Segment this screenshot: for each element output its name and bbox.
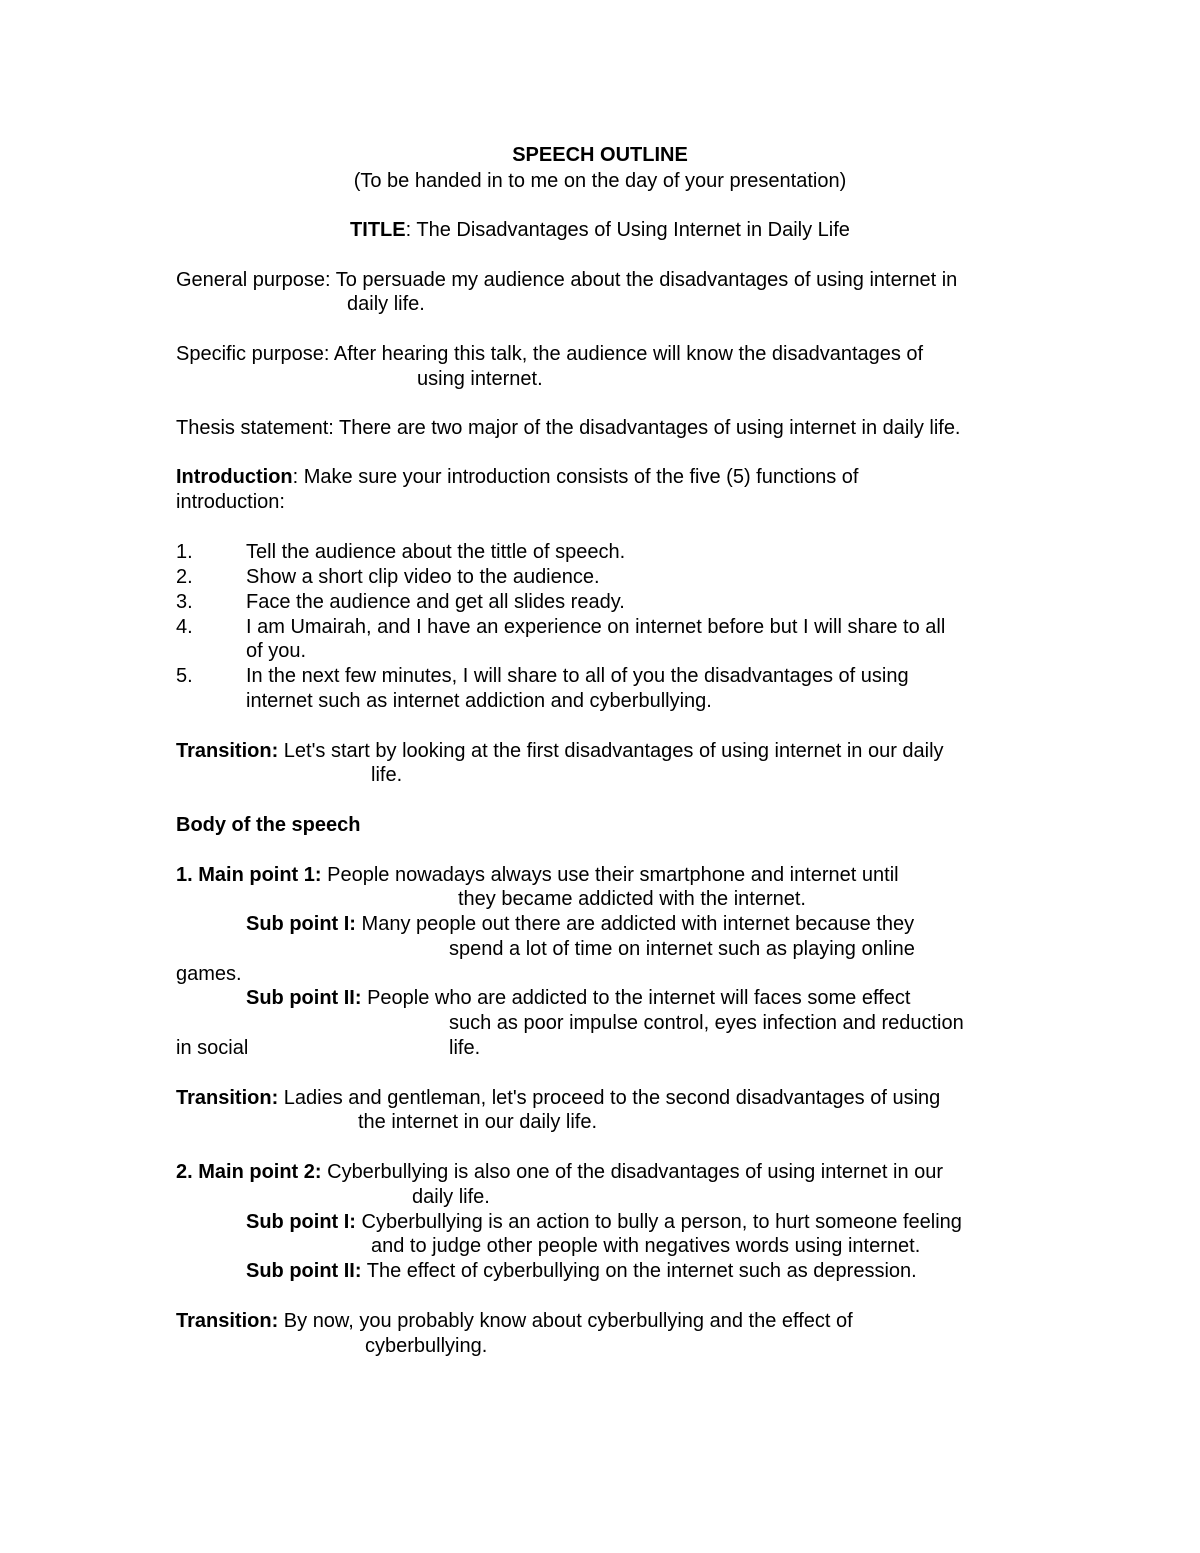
main-point-1 — [176, 863, 899, 887]
intro-item-text: I am Umairah, and I have an experience on internet before but I will share to all — [246, 616, 946, 638]
intro-item-num: 5. — [176, 665, 193, 687]
sub-point-label: Sub point II: — [246, 987, 362, 1009]
document-heading: SPEECH OUTLINE — [512, 144, 688, 166]
sub-point-2-1-line2: and to judge other people with negatives words using internet. — [371, 1235, 921, 1257]
transition-2-line2: the internet in our daily life. — [358, 1111, 598, 1133]
title-value: The Disadvantages of Using Internet in Daily Life — [416, 219, 850, 241]
introduction-label: Introduction — [176, 466, 293, 488]
intro-item-num: 1. — [176, 541, 193, 563]
sub-point-text: Cyberbullying is an action to bully a person, to hurt someone feeling — [355, 1211, 962, 1233]
transition-1-line2: life. — [371, 764, 403, 786]
thesis-statement: Thesis statement: There are two major of the disadvantages of using internet in daily life. — [176, 417, 961, 439]
sub-point-1-2-line3a: in social — [176, 1037, 249, 1059]
transition-2 — [176, 1086, 940, 1110]
specific-purpose-label: Specific purpose: — [176, 343, 334, 365]
sub-point-1-2-line2: such as poor impulse control, eyes infection and reduction — [449, 1012, 964, 1034]
intro-item-text: Show a short clip video to the audience. — [246, 566, 600, 588]
specific-purpose — [176, 342, 923, 366]
transition-label: Transition: — [176, 740, 279, 762]
sub-point-label: Sub point II: — [246, 1260, 362, 1282]
transition-label: Transition: — [176, 1310, 279, 1332]
intro-item-text-cont: of you. — [246, 640, 307, 662]
intro-item-num: 3. — [176, 591, 193, 613]
transition-1 — [176, 739, 944, 763]
main-point-label: 1. Main point 1: — [176, 864, 322, 886]
intro-item-num: 2. — [176, 566, 193, 588]
intro-item-text: Tell the audience about the tittle of speech. — [246, 541, 626, 563]
transition-text: Ladies and gentleman, let's proceed to the second disadvantages of using — [278, 1087, 941, 1109]
general-purpose-label: General purpose: — [176, 269, 336, 291]
sub-point-2-1 — [246, 1210, 962, 1234]
body-heading: Body of the speech — [176, 814, 361, 836]
general-purpose — [176, 268, 957, 292]
intro-item-text-cont: internet such as internet addiction and cyberbullying. — [246, 690, 712, 712]
main-point-text: People nowadays always use their smartphone and internet until — [321, 864, 899, 886]
general-purpose-text: To persuade my audience about the disadvantages of using internet in — [335, 269, 958, 291]
sub-point-1-2-line3b: life. — [449, 1037, 481, 1059]
sub-point-1-1-line3: games. — [176, 963, 242, 985]
sub-point-label: Sub point I: — [246, 1211, 356, 1233]
intro-item-num: 4. — [176, 616, 193, 638]
sub-point-2-2 — [246, 1259, 917, 1283]
sub-point-1-1-line2: spend a lot of time on internet such as playing online — [449, 938, 915, 960]
intro-item-text: In the next few minutes, I will share to all of you the disadvantages of using — [246, 665, 909, 687]
sub-point-1-2 — [246, 986, 910, 1010]
sub-point-text: The effect of cyberbullying on the internet such as depression. — [361, 1260, 917, 1282]
main-point-label: 2. Main point 2: — [176, 1161, 322, 1183]
transition-3-line2: cyberbullying. — [365, 1335, 488, 1357]
sub-point-text: People who are addicted to the internet will faces some effect — [361, 987, 911, 1009]
sub-point-label: Sub point I: — [246, 913, 356, 935]
title-sep: : — [405, 219, 417, 241]
introduction-text: : Make sure your introduction consists of the five (5) functions of — [292, 466, 859, 488]
speech-title — [0, 218, 1200, 242]
main-point-2 — [176, 1160, 943, 1184]
specific-purpose-text: After hearing this talk, the audience will know the disadvantages of — [333, 343, 924, 365]
document-subheading: (To be handed in to me on the day of your presentation) — [353, 170, 847, 192]
sub-point-text: Many people out there are addicted with internet because they — [355, 913, 915, 935]
transition-text: Let's start by looking at the first disadvantages of using internet in our daily — [278, 740, 944, 762]
transition-text: By now, you probably know about cyberbullying and the effect of — [278, 1310, 853, 1332]
transition-3 — [176, 1309, 853, 1333]
transition-label: Transition: — [176, 1087, 279, 1109]
introduction-line2: introduction: — [176, 491, 285, 513]
main-point-text: Cyberbullying is also one of the disadvantages of using internet in our — [321, 1161, 944, 1183]
title-label: TITLE — [350, 219, 406, 241]
sub-point-1-1 — [246, 912, 914, 936]
intro-item-text: Face the audience and get all slides ready. — [246, 591, 625, 613]
general-purpose-line2: daily life. — [347, 293, 425, 315]
main-point-1-line2: they became addicted with the internet. — [458, 888, 806, 910]
specific-purpose-line2: using internet. — [417, 368, 543, 390]
main-point-2-line2: daily life. — [412, 1186, 490, 1208]
introduction — [176, 465, 858, 489]
